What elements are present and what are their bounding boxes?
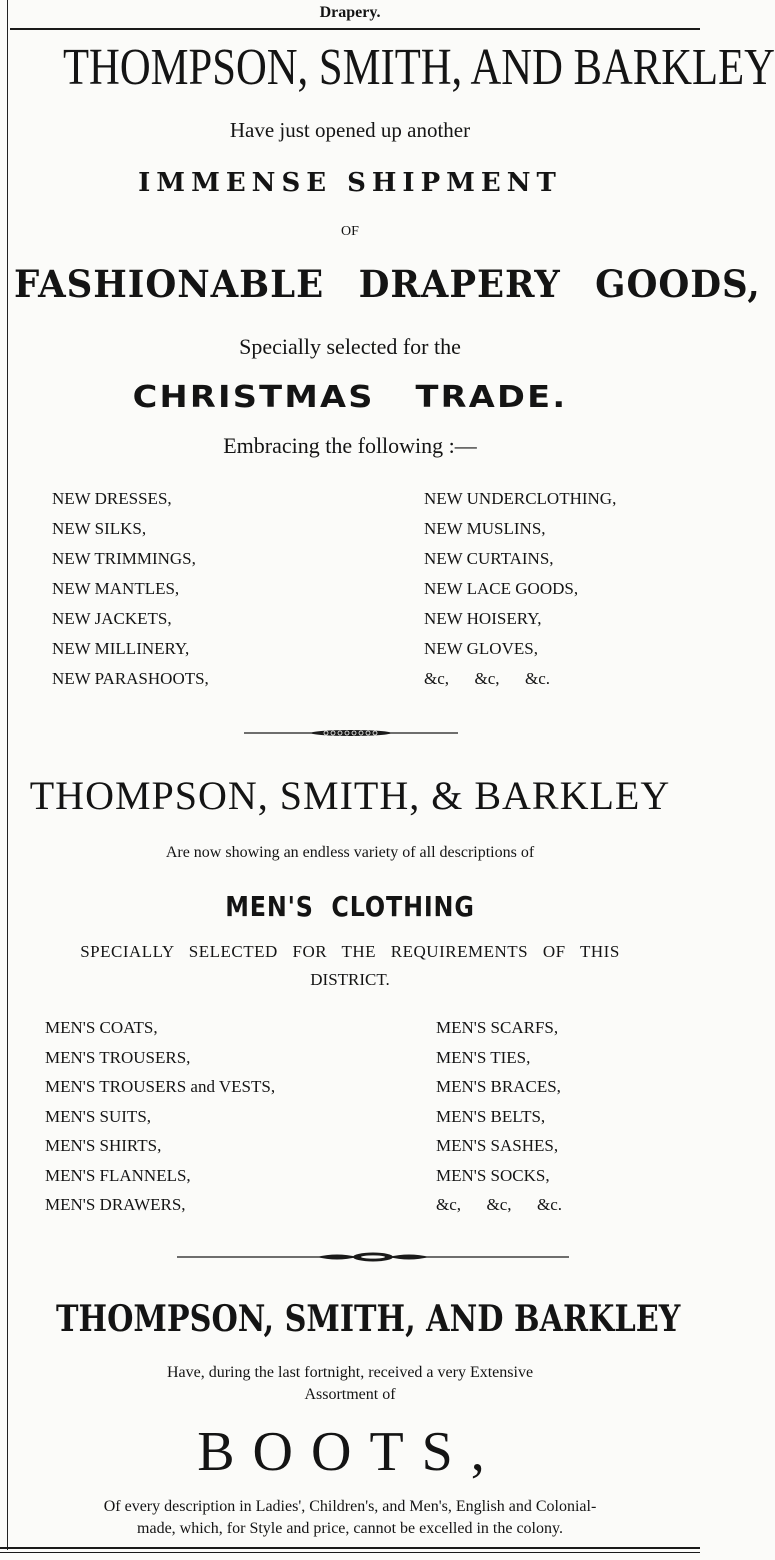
ad2-right-list	[436, 1013, 562, 1220]
list-item: NEW GLOVES,	[424, 639, 538, 658]
ad3-intro-line1: Have, during the last fortnight, received a very Extensive	[166, 1364, 534, 1381]
ad2-selected-line1: SPECIALLY SELECTED FOR THE REQUIREMENTS OF THIS	[80, 942, 620, 961]
ad1-of: OF	[341, 224, 359, 239]
ad1-left-list	[52, 484, 209, 694]
list-item: MEN'S DRAWERS,	[45, 1195, 186, 1214]
list-item: NEW PARASHOOTS,	[52, 669, 209, 688]
ad1-firm-name: THOMPSON, SMITH, AND BARKLEY	[63, 39, 775, 96]
list-item: NEW CURTAINS,	[424, 549, 554, 568]
list-item: MEN'S SCARFS,	[436, 1018, 559, 1037]
ad1-intro: Have just opened up another	[229, 118, 471, 142]
ad3-desc-line1: Of every description in Ladies', Children's, and Men's, English and Colonial-	[103, 1498, 597, 1515]
list-item: NEW TRIMMINGS,	[52, 549, 196, 568]
ad3-desc-line2: made, which, for Style and price, cannot be excelled in the colony.	[137, 1520, 563, 1537]
ad3-headline: BOOTS,	[197, 1421, 503, 1483]
list-item: NEW MILLINERY,	[52, 639, 190, 658]
list-item: NEW MUSLINS,	[424, 519, 546, 538]
list-item: NEW UNDERCLOTHING,	[424, 489, 617, 508]
ad2-intro: Are now showing an endless variety of all descriptions of	[165, 844, 535, 861]
ad2-left-list	[45, 1013, 275, 1220]
top-rule	[10, 28, 700, 30]
list-item: &c, &c, &c.	[436, 1195, 563, 1214]
list-item: &c, &c, &c.	[424, 669, 551, 688]
list-item: NEW DRESSES,	[52, 489, 172, 508]
list-item: NEW SILKS,	[52, 519, 147, 538]
ad2-selected-line2: DISTRICT.	[310, 970, 390, 989]
ad1-trade: CHRISTMAS TRADE.	[132, 380, 568, 415]
list-item: MEN'S SHIRTS,	[45, 1136, 162, 1155]
ad2-firm-name: THOMPSON, SMITH, & BARKLEY	[29, 773, 671, 818]
list-item: MEN'S TROUSERS and VESTS,	[45, 1077, 276, 1096]
list-item: MEN'S BRACES,	[436, 1077, 561, 1096]
list-item: MEN'S SUITS,	[45, 1106, 152, 1126]
ad1-selected: Specially selected for the	[239, 334, 461, 359]
list-item: NEW LACE GOODS,	[424, 579, 579, 598]
list-item: MEN'S BELTS,	[436, 1106, 546, 1126]
ornamental-divider	[177, 1252, 569, 1262]
list-item: MEN'S TROUSERS,	[45, 1047, 191, 1067]
list-item: NEW MANTLES,	[52, 579, 180, 598]
list-item: NEW HOISERY,	[424, 609, 542, 628]
list-item: MEN'S COATS,	[45, 1018, 158, 1037]
ad1-headline: IMMENSE SHIPMENT	[138, 168, 562, 198]
list-item: MEN'S SOCKS,	[436, 1165, 550, 1185]
list-item: MEN'S TIES,	[436, 1047, 531, 1067]
ad1-goods: FASHIONABLE DRAPERY GOODS,	[14, 262, 761, 306]
ad1-embracing: Embracing the following :—	[223, 433, 477, 458]
ad3-intro-line2: Assortment of	[304, 1386, 396, 1403]
list-item: NEW JACKETS,	[52, 609, 172, 628]
list-item: MEN'S FLANNELS,	[45, 1165, 191, 1185]
bottom-rule	[0, 1547, 700, 1553]
ad1-right-list	[424, 484, 616, 694]
ornamental-divider	[244, 728, 458, 738]
section-heading: Drapery.	[319, 4, 381, 21]
list-item: MEN'S SASHES,	[436, 1136, 559, 1155]
ad3-firm-name: THOMPSON, SMITH, AND BARKLEY	[56, 1298, 681, 1340]
ad2-headline: MEN'S CLOTHING	[225, 890, 475, 923]
